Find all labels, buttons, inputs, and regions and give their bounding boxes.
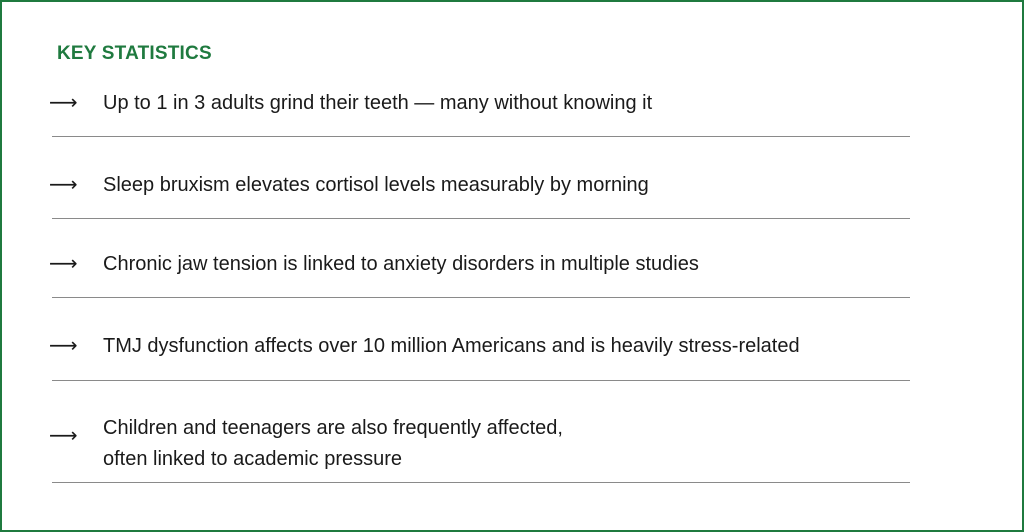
divider bbox=[52, 380, 910, 381]
arrow-right-icon: ⟶ bbox=[49, 253, 78, 275]
list-item-text-line-1: Children and teenagers are also frequently affected, bbox=[103, 417, 563, 439]
list-item-text: Sleep bruxism elevates cortisol levels measurably by morning bbox=[103, 174, 649, 196]
divider bbox=[52, 297, 910, 298]
list-item-text-line-2: often linked to academic pressure bbox=[103, 448, 403, 470]
arrow-right-icon: ⟶ bbox=[49, 92, 78, 114]
arrow-right-icon: ⟶ bbox=[49, 174, 78, 196]
arrow-right-icon: ⟶ bbox=[49, 335, 78, 357]
divider bbox=[52, 482, 910, 483]
list-item-text: Up to 1 in 3 adults grind their teeth — many without knowing it bbox=[103, 92, 653, 114]
divider bbox=[52, 218, 910, 219]
arrow-right-icon: ⟶ bbox=[49, 425, 78, 447]
list-item-text: TMJ dysfunction affects over 10 million Americans and is heavily stress-related bbox=[103, 335, 800, 357]
list-item-text: Chronic jaw tension is linked to anxiety disorders in multiple studies bbox=[103, 253, 699, 275]
section-heading: KEY STATISTICS bbox=[57, 43, 212, 64]
divider bbox=[52, 136, 910, 137]
